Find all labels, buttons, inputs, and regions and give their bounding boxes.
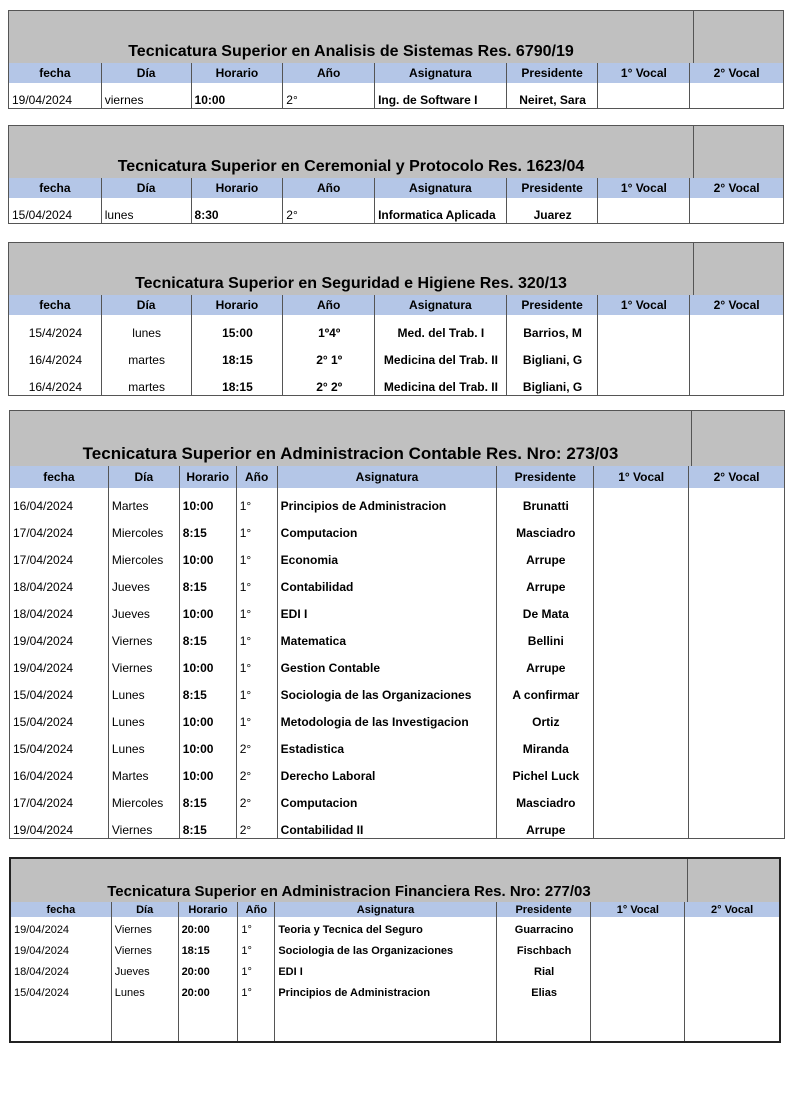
cell-fecha: 19/04/2024 bbox=[10, 623, 109, 650]
cell-vocal-2 bbox=[689, 758, 784, 785]
title-divider bbox=[693, 126, 694, 178]
cell-dia: Jueves bbox=[112, 959, 179, 980]
cell-presidente: Arrupe bbox=[497, 569, 594, 596]
cell-presidente: Brunatti bbox=[497, 488, 594, 515]
cell-dia bbox=[112, 1022, 179, 1043]
table-row bbox=[11, 938, 779, 960]
table-row bbox=[10, 812, 784, 839]
career-title: Tecnicatura Superior en Administracion Contable Res. Nro: 273/03 bbox=[82, 444, 619, 463]
cell-horario: 10:00 bbox=[180, 596, 237, 623]
cell-dia: lunes bbox=[102, 315, 192, 342]
cell-fecha: 15/4/2024 bbox=[9, 315, 102, 342]
career-title: Tecnicatura Superior en Analisis de Sistemas Res. 6790/19 bbox=[128, 43, 574, 60]
title-divider bbox=[687, 859, 688, 902]
cell-horario: 10:00 bbox=[180, 542, 237, 569]
cell-anio: 2° bbox=[283, 198, 375, 224]
cell-vocal-1 bbox=[598, 83, 690, 109]
cell-asignatura: Informatica Aplicada bbox=[375, 198, 507, 224]
header-row bbox=[9, 295, 783, 316]
header-dia: Día bbox=[109, 466, 180, 488]
cell-vocal-2 bbox=[685, 917, 779, 938]
cell-vocal-2 bbox=[689, 569, 784, 596]
cell-asignatura bbox=[275, 1001, 496, 1022]
career-table-5 bbox=[9, 857, 781, 1043]
header-asignatura: Asignatura bbox=[375, 295, 507, 315]
career-table-4 bbox=[9, 410, 785, 839]
cell-vocal-2 bbox=[690, 83, 783, 109]
cell-presidente: Masciadro bbox=[497, 515, 594, 542]
cell-horario: 10:00 bbox=[180, 704, 237, 731]
table-row bbox=[10, 569, 784, 597]
cell-fecha: 18/04/2024 bbox=[10, 596, 109, 623]
cell-horario bbox=[179, 1001, 239, 1022]
cell-asignatura: Matematica bbox=[278, 623, 498, 650]
cell-vocal-2 bbox=[690, 315, 783, 342]
table-row bbox=[11, 959, 779, 981]
header-vocal-2: 2° Vocal bbox=[713, 181, 760, 195]
cell-asignatura: Medicina del Trab. II bbox=[375, 369, 507, 396]
cell-vocal-1 bbox=[598, 315, 690, 342]
title-row bbox=[9, 243, 783, 296]
cell-fecha: 16/4/2024 bbox=[9, 342, 102, 369]
cell-horario: 20:00 bbox=[179, 980, 239, 1001]
table-row bbox=[11, 1001, 779, 1023]
cell-presidente: Miranda bbox=[497, 731, 594, 758]
table-row bbox=[10, 623, 784, 651]
title-divider bbox=[691, 411, 692, 466]
cell-vocal-1 bbox=[594, 596, 689, 623]
header-horario: Horario bbox=[192, 295, 284, 315]
cell-presidente: Elias bbox=[497, 980, 592, 1001]
career-title: Tecnicatura Superior en Administracion Financiera Res. Nro: 277/03 bbox=[107, 883, 591, 900]
cell-asignatura: Sociologia de las Organizaciones bbox=[275, 938, 496, 959]
cell-dia: Jueves bbox=[109, 569, 180, 596]
cell-horario: 8:15 bbox=[180, 677, 237, 704]
cell-asignatura: Economia bbox=[278, 542, 498, 569]
cell-vocal-2 bbox=[690, 369, 783, 396]
cell-vocal-2 bbox=[685, 980, 779, 1001]
cell-vocal-2 bbox=[689, 623, 784, 650]
cell-dia: martes bbox=[102, 342, 192, 369]
header-presidente: Presidente bbox=[507, 295, 599, 315]
cell-fecha: 15/04/2024 bbox=[10, 677, 109, 704]
header-vocal-1: 1° Vocal bbox=[594, 466, 689, 488]
table-row bbox=[10, 758, 784, 786]
title-divider bbox=[693, 243, 694, 295]
header-horario: Horario bbox=[192, 178, 284, 198]
table-row bbox=[10, 785, 784, 813]
career-table-2 bbox=[8, 125, 784, 224]
cell-presidente: Bellini bbox=[497, 623, 594, 650]
cell-anio: 2° bbox=[237, 812, 278, 839]
title-row bbox=[10, 411, 784, 467]
table-row bbox=[9, 342, 783, 370]
header-dia: Día bbox=[102, 63, 192, 83]
header-presidente: Presidente bbox=[497, 902, 592, 917]
cell-horario: 8:15 bbox=[180, 785, 237, 812]
cell-vocal-1 bbox=[591, 1022, 685, 1043]
cell-dia: Viernes bbox=[112, 917, 179, 938]
career-title: Tecnicatura Superior en Ceremonial y Protocolo Res. 1623/04 bbox=[117, 158, 585, 175]
cell-presidente: Juarez bbox=[507, 198, 599, 224]
cell-asignatura: EDI I bbox=[275, 959, 496, 980]
cell-asignatura: Principios de Administracion bbox=[278, 488, 498, 515]
cell-anio bbox=[238, 1001, 275, 1022]
header-presidente: Presidente bbox=[497, 466, 594, 488]
cell-fecha: 18/04/2024 bbox=[11, 959, 112, 980]
cell-fecha: 15/04/2024 bbox=[10, 731, 109, 758]
cell-horario bbox=[179, 1022, 239, 1043]
cell-anio: 2° bbox=[237, 758, 278, 785]
cell-fecha bbox=[11, 1001, 112, 1022]
cell-asignatura: Contabilidad bbox=[278, 569, 498, 596]
cell-vocal-1 bbox=[591, 1001, 685, 1022]
cell-anio: 1° bbox=[237, 623, 278, 650]
header-vocal-2: 2° Vocal bbox=[713, 470, 760, 484]
header-fecha: fecha bbox=[9, 63, 102, 83]
cell-vocal-1 bbox=[594, 623, 689, 650]
cell-vocal-2 bbox=[689, 704, 784, 731]
title-row bbox=[11, 859, 779, 904]
table-row bbox=[9, 369, 783, 396]
title-row bbox=[9, 126, 783, 179]
cell-dia: Lunes bbox=[112, 980, 179, 1001]
header-vocal-1: 1° Vocal bbox=[598, 63, 690, 83]
cell-horario: 8:15 bbox=[180, 812, 237, 839]
cell-asignatura: Metodologia de las Investigacion bbox=[278, 704, 498, 731]
header-vocal-1: 1° Vocal bbox=[598, 295, 690, 315]
header-anio: Año bbox=[283, 178, 375, 198]
cell-vocal-2 bbox=[685, 938, 779, 959]
cell-vocal-2 bbox=[685, 1022, 779, 1043]
cell-dia: lunes bbox=[102, 198, 192, 224]
cell-asignatura: Computacion bbox=[278, 785, 498, 812]
cell-presidente: Guarracino bbox=[497, 917, 592, 938]
cell-vocal-1 bbox=[594, 515, 689, 542]
table-row bbox=[10, 677, 784, 705]
cell-presidente: A confirmar bbox=[497, 677, 594, 704]
cell-vocal-1 bbox=[591, 938, 685, 959]
cell-horario: 8:15 bbox=[180, 569, 237, 596]
table-row bbox=[11, 1022, 779, 1043]
cell-horario: 15:00 bbox=[192, 315, 284, 342]
cell-anio: 1° bbox=[238, 938, 275, 959]
cell-dia: Martes bbox=[109, 488, 180, 515]
cell-anio: 1° bbox=[237, 569, 278, 596]
title-row bbox=[9, 11, 783, 64]
cell-dia: Miercoles bbox=[109, 515, 180, 542]
cell-fecha: 17/04/2024 bbox=[10, 542, 109, 569]
cell-fecha: 19/04/2024 bbox=[11, 938, 112, 959]
cell-horario: 18:15 bbox=[192, 369, 284, 396]
table-row bbox=[10, 650, 784, 678]
table-row bbox=[9, 198, 783, 224]
cell-asignatura: Ing. de Software I bbox=[375, 83, 507, 109]
table-row bbox=[10, 542, 784, 570]
cell-horario: 8:15 bbox=[180, 623, 237, 650]
cell-presidente: Arrupe bbox=[497, 542, 594, 569]
cell-horario: 10:00 bbox=[192, 83, 284, 109]
cell-anio: 2° 2º bbox=[283, 369, 375, 396]
header-vocal-2: 2° Vocal bbox=[711, 903, 754, 916]
header-row bbox=[10, 466, 784, 489]
career-table-3 bbox=[8, 242, 784, 396]
cell-horario: 18:15 bbox=[192, 342, 284, 369]
cell-asignatura: Principios de Administracion bbox=[275, 980, 496, 1001]
cell-asignatura: Teoria y Tecnica del Seguro bbox=[275, 917, 496, 938]
cell-dia: Martes bbox=[109, 758, 180, 785]
cell-vocal-1 bbox=[598, 369, 690, 396]
cell-vocal-1 bbox=[594, 812, 689, 839]
cell-presidente: Arrupe bbox=[497, 650, 594, 677]
cell-presidente bbox=[497, 1022, 592, 1043]
table-row bbox=[10, 596, 784, 624]
cell-vocal-2 bbox=[689, 488, 784, 515]
cell-fecha: 19/04/2024 bbox=[10, 812, 109, 839]
cell-dia: Miercoles bbox=[109, 785, 180, 812]
cell-fecha: 19/04/2024 bbox=[11, 917, 112, 938]
table-row bbox=[10, 704, 784, 732]
cell-presidente: Neiret, Sara bbox=[507, 83, 599, 109]
table-row bbox=[10, 515, 784, 543]
table-row bbox=[10, 731, 784, 759]
table-row bbox=[10, 488, 784, 516]
cell-vocal-1 bbox=[594, 704, 689, 731]
header-presidente: Presidente bbox=[507, 178, 599, 198]
cell-asignatura: Estadistica bbox=[278, 731, 498, 758]
cell-fecha: 17/04/2024 bbox=[10, 515, 109, 542]
cell-presidente: Masciadro bbox=[497, 785, 594, 812]
cell-asignatura: Contabilidad II bbox=[278, 812, 498, 839]
header-dia: Día bbox=[112, 902, 179, 917]
cell-vocal-1 bbox=[598, 342, 690, 369]
cell-fecha: 19/04/2024 bbox=[9, 83, 102, 109]
cell-fecha: 15/04/2024 bbox=[9, 198, 102, 224]
cell-dia: Miercoles bbox=[109, 542, 180, 569]
header-anio: Año bbox=[283, 63, 375, 83]
header-horario: Horario bbox=[179, 902, 239, 917]
cell-asignatura: EDI I bbox=[278, 596, 498, 623]
cell-presidente: Rial bbox=[497, 959, 592, 980]
cell-vocal-2 bbox=[690, 198, 783, 224]
cell-anio: 1° bbox=[237, 650, 278, 677]
cell-vocal-1 bbox=[594, 650, 689, 677]
cell-anio: 1° bbox=[238, 959, 275, 980]
cell-anio: 1° bbox=[237, 488, 278, 515]
cell-fecha: 16/4/2024 bbox=[9, 369, 102, 396]
cell-vocal-2 bbox=[689, 812, 784, 839]
cell-anio bbox=[238, 1022, 275, 1043]
cell-vocal-1 bbox=[594, 731, 689, 758]
cell-presidente: De Mata bbox=[497, 596, 594, 623]
cell-dia: martes bbox=[102, 369, 192, 396]
cell-presidente: Ortiz bbox=[497, 704, 594, 731]
cell-dia: Jueves bbox=[109, 596, 180, 623]
cell-fecha bbox=[11, 1022, 112, 1043]
cell-fecha: 19/04/2024 bbox=[10, 650, 109, 677]
header-asignatura: Asignatura bbox=[375, 63, 507, 83]
cell-dia: Viernes bbox=[112, 938, 179, 959]
cell-vocal-2 bbox=[690, 342, 783, 369]
cell-vocal-2 bbox=[685, 1001, 779, 1022]
table-row bbox=[11, 917, 779, 939]
header-presidente: Presidente bbox=[507, 63, 599, 83]
header-row bbox=[9, 178, 783, 199]
cell-dia: Lunes bbox=[109, 704, 180, 731]
cell-fecha: 15/04/2024 bbox=[10, 704, 109, 731]
cell-asignatura: Med. del Trab. I bbox=[375, 315, 507, 342]
cell-horario: 10:00 bbox=[180, 758, 237, 785]
cell-vocal-2 bbox=[685, 959, 779, 980]
cell-vocal-2 bbox=[689, 542, 784, 569]
header-anio: Año bbox=[283, 295, 375, 315]
header-horario: Horario bbox=[192, 63, 284, 83]
cell-vocal-1 bbox=[591, 917, 685, 938]
header-vocal-2: 2° Vocal bbox=[713, 298, 760, 312]
cell-vocal-1 bbox=[594, 569, 689, 596]
cell-dia: Viernes bbox=[109, 623, 180, 650]
header-fecha: fecha bbox=[10, 466, 109, 488]
cell-asignatura: Sociologia de las Organizaciones bbox=[278, 677, 498, 704]
cell-asignatura: Derecho Laboral bbox=[278, 758, 498, 785]
cell-horario: 20:00 bbox=[179, 917, 239, 938]
cell-dia: viernes bbox=[102, 83, 192, 109]
cell-vocal-1 bbox=[591, 959, 685, 980]
cell-horario: 10:00 bbox=[180, 731, 237, 758]
cell-vocal-2 bbox=[689, 731, 784, 758]
cell-asignatura bbox=[275, 1022, 496, 1043]
cell-vocal-2 bbox=[689, 785, 784, 812]
cell-vocal-1 bbox=[594, 677, 689, 704]
header-row bbox=[9, 63, 783, 84]
cell-dia: Viernes bbox=[109, 650, 180, 677]
cell-presidente: Pichel Luck bbox=[497, 758, 594, 785]
cell-fecha: 15/04/2024 bbox=[11, 980, 112, 1001]
header-fecha: fecha bbox=[11, 902, 112, 917]
cell-horario: 10:00 bbox=[180, 488, 237, 515]
cell-anio: 2° bbox=[237, 731, 278, 758]
header-anio: Año bbox=[238, 902, 275, 917]
cell-dia: Lunes bbox=[109, 677, 180, 704]
cell-vocal-1 bbox=[594, 758, 689, 785]
cell-vocal-1 bbox=[598, 198, 690, 224]
table-row bbox=[9, 315, 783, 343]
cell-dia: Lunes bbox=[109, 731, 180, 758]
cell-fecha: 16/04/2024 bbox=[10, 488, 109, 515]
cell-vocal-1 bbox=[594, 542, 689, 569]
header-row bbox=[11, 902, 779, 918]
header-vocal-1: 1° Vocal bbox=[591, 902, 685, 917]
cell-presidente bbox=[497, 1001, 592, 1022]
cell-anio: 1° bbox=[237, 596, 278, 623]
cell-anio: 1° bbox=[237, 704, 278, 731]
cell-dia: Viernes bbox=[109, 812, 180, 839]
header-dia: Día bbox=[102, 178, 192, 198]
title-divider bbox=[693, 11, 694, 63]
cell-anio: 1º4º bbox=[283, 315, 375, 342]
cell-presidente: Arrupe bbox=[497, 812, 594, 839]
career-title: Tecnicatura Superior en Seguridad e Higiene Res. 320/13 bbox=[135, 275, 567, 292]
cell-presidente: Bigliani, G bbox=[507, 342, 599, 369]
cell-presidente: Fischbach bbox=[497, 938, 592, 959]
cell-dia bbox=[112, 1001, 179, 1022]
cell-vocal-1 bbox=[591, 980, 685, 1001]
header-asignatura: Asignatura bbox=[278, 466, 498, 488]
cell-presidente: Barrios, M bbox=[507, 315, 599, 342]
header-anio: Año bbox=[237, 466, 278, 488]
cell-vocal-2 bbox=[689, 596, 784, 623]
header-dia: Día bbox=[102, 295, 192, 315]
cell-anio: 1° bbox=[237, 677, 278, 704]
career-table-1 bbox=[8, 10, 784, 109]
cell-vocal-2 bbox=[689, 677, 784, 704]
cell-horario: 20:00 bbox=[179, 959, 239, 980]
cell-horario: 8:15 bbox=[180, 515, 237, 542]
cell-presidente: Bigliani, G bbox=[507, 369, 599, 396]
header-horario: Horario bbox=[180, 466, 237, 488]
header-asignatura: Asignatura bbox=[375, 178, 507, 198]
header-asignatura: Asignatura bbox=[275, 902, 496, 917]
cell-vocal-2 bbox=[689, 515, 784, 542]
cell-asignatura: Gestion Contable bbox=[278, 650, 498, 677]
cell-horario: 8:30 bbox=[192, 198, 284, 224]
table-row bbox=[11, 980, 779, 1002]
cell-anio: 2° bbox=[237, 785, 278, 812]
cell-anio: 1° bbox=[237, 542, 278, 569]
cell-vocal-1 bbox=[594, 785, 689, 812]
cell-fecha: 16/04/2024 bbox=[10, 758, 109, 785]
cell-asignatura: Computacion bbox=[278, 515, 498, 542]
cell-fecha: 17/04/2024 bbox=[10, 785, 109, 812]
header-fecha: fecha bbox=[9, 295, 102, 315]
cell-horario: 10:00 bbox=[180, 650, 237, 677]
cell-anio: 1° bbox=[238, 917, 275, 938]
cell-vocal-1 bbox=[594, 488, 689, 515]
header-fecha: fecha bbox=[9, 178, 102, 198]
cell-anio: 1° bbox=[238, 980, 275, 1001]
cell-fecha: 18/04/2024 bbox=[10, 569, 109, 596]
cell-anio: 2° 1º bbox=[283, 342, 375, 369]
cell-horario: 18:15 bbox=[179, 938, 239, 959]
header-vocal-1: 1° Vocal bbox=[598, 178, 690, 198]
cell-asignatura: Medicina del Trab. II bbox=[375, 342, 507, 369]
header-vocal-2: 2° Vocal bbox=[713, 66, 760, 80]
table-row bbox=[9, 83, 783, 109]
cell-vocal-2 bbox=[689, 650, 784, 677]
cell-anio: 1° bbox=[237, 515, 278, 542]
cell-anio: 2° bbox=[283, 83, 375, 109]
